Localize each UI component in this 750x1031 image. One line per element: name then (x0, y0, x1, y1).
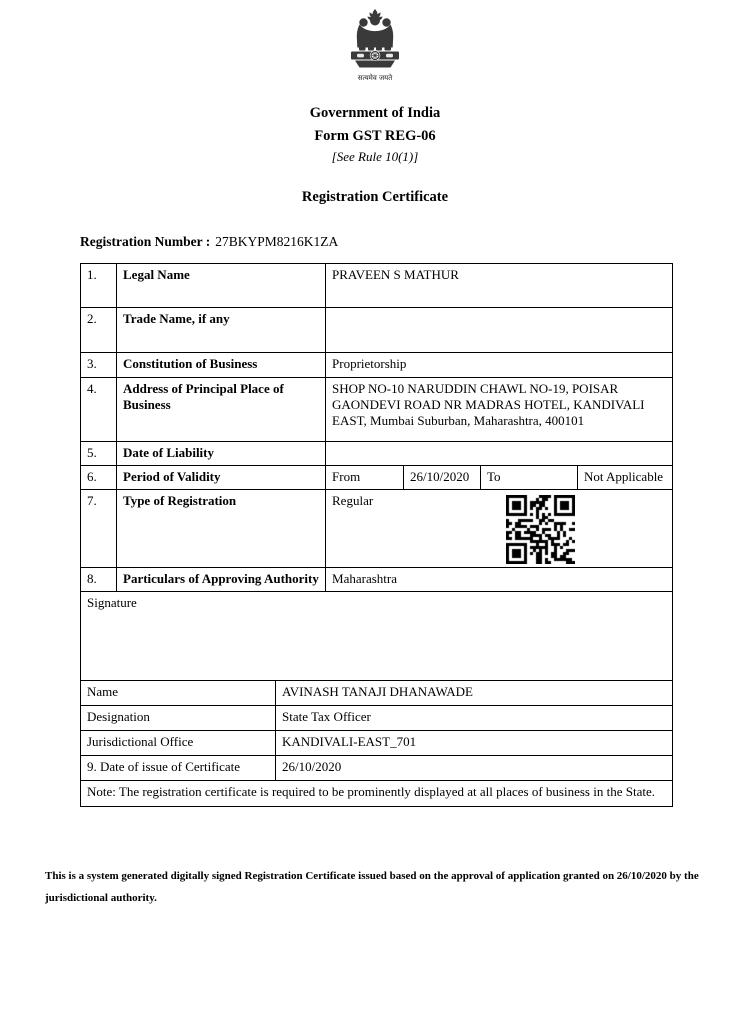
row-number-cell: 2. (81, 308, 117, 353)
row-value-cell: Maharashtra (326, 568, 673, 592)
officer-value-cell: AVINASH TANAJI DHANAWADE (276, 681, 673, 706)
registration-number-label: Registration Number : (80, 234, 211, 249)
row-value-cell (326, 308, 673, 353)
note-cell: Note: The registration certificate is required to be prominently displayed at all places of business in the State. (81, 781, 673, 807)
row-label-cell: Constitution of Business (117, 353, 326, 378)
table-row-type-of-registration (81, 490, 673, 568)
row-value-cell (326, 490, 673, 568)
row-label-cell: Address of Principal Place of Business (117, 378, 326, 442)
officer-value-cell: KANDIVALI-EAST_701 (276, 731, 673, 756)
officer-label-cell: Name (81, 681, 276, 706)
table-row-address (81, 378, 673, 442)
row-value-cell: PRAVEEN S MATHUR (326, 264, 673, 308)
table-row-jurisdictional-office (81, 731, 673, 756)
officer-label-cell: Designation (81, 706, 276, 731)
ashoka-lions-icon (348, 8, 402, 72)
certificate-table (80, 263, 673, 807)
emblem-motto: सत्यमेव जयते (357, 74, 393, 82)
row-label-cell: Trade Name, if any (117, 308, 326, 353)
form-title: Form GST REG-06 (314, 128, 436, 144)
row-number-cell: 6. (81, 466, 117, 490)
registration-number-line (80, 234, 750, 250)
table-row-legal-name (81, 264, 673, 308)
table-row-constitution (81, 353, 673, 378)
row-label-cell: Date of Liability (117, 442, 326, 466)
table-row-period-of-validity (81, 466, 673, 490)
india-emblem-icon (348, 8, 402, 83)
validity-to-value-cell: Not Applicable (578, 466, 673, 490)
row-number-cell: 8. (81, 568, 117, 592)
row-number-cell: 1. (81, 264, 117, 308)
table-row-trade-name (81, 308, 673, 353)
validity-to-label-cell: To (481, 466, 578, 490)
row-value-cell (326, 442, 673, 466)
row-label-cell: Legal Name (117, 264, 326, 308)
table-row-note (81, 781, 673, 807)
table-row-designation (81, 706, 673, 731)
certificate-header (0, 0, 750, 206)
rule-reference: [See Rule 10(1)] (331, 149, 419, 164)
row-label-cell: Period of Validity (117, 466, 326, 490)
officer-value-cell: 26/10/2020 (276, 756, 673, 781)
table-row-signature (81, 592, 673, 681)
officer-label-cell: Jurisdictional Office (81, 731, 276, 756)
validity-from-value-cell: 26/10/2020 (404, 466, 481, 490)
row-number-cell: 7. (81, 490, 117, 568)
table-row-approving-authority (81, 568, 673, 592)
row-value-cell: Proprietorship (326, 353, 673, 378)
disclaimer-text: This is a system generated digitally signed Registration Certificate issued based on the approval of application granted on 26/10/2020 by the jurisdictional authority. (45, 870, 699, 904)
officer-label-cell: 9. Date of issue of Certificate (81, 756, 276, 781)
row-number-cell: 4. (81, 378, 117, 442)
table-row-officer-name (81, 681, 673, 706)
row-number-cell: 5. (81, 442, 117, 466)
row-number-cell: 3. (81, 353, 117, 378)
registration-type-value: Regular (332, 493, 374, 508)
officer-value-cell: State Tax Officer (276, 706, 673, 731)
signature-cell: Signature (81, 592, 673, 681)
row-label-cell: Particulars of Approving Authority (117, 568, 326, 592)
certificate-title: Registration Certificate (301, 189, 449, 205)
validity-from-label-cell: From (326, 466, 404, 490)
row-value-cell: SHOP NO-10 NARUDDIN CHAWL NO-19, POISAR GAONDEVI ROAD NR MADRAS HOTEL, KANDIVALI EAST, Mumbai Suburban, Maharashtra, 400101 (326, 378, 673, 442)
qr-code (506, 495, 575, 564)
government-title: Government of India (309, 105, 441, 121)
row-label-cell: Type of Registration (117, 490, 326, 568)
registration-number-value: 27BKYPM8216K1ZA (215, 234, 339, 249)
table-row-date-of-issue (81, 756, 673, 781)
table-row-date-of-liability (81, 442, 673, 466)
